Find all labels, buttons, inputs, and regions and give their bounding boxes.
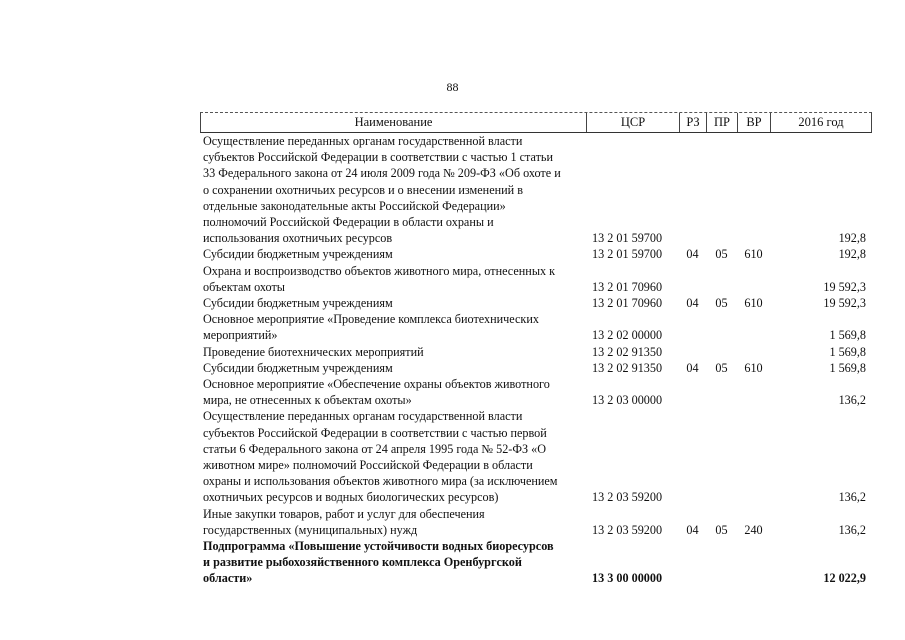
table-body (200, 133, 872, 587)
table-row (200, 295, 872, 311)
row-rz: 04 (686, 360, 699, 375)
table-row (200, 408, 872, 505)
row-csr: 13 2 02 91350 (592, 344, 663, 359)
table-header (200, 112, 872, 133)
row-name-line: о сохранении охотничьих ресурсов и о внесении изменений в (203, 182, 523, 197)
row-amount: 1 569,8 (829, 328, 866, 343)
row-vr: 610 (744, 247, 763, 262)
row-csr: 13 2 01 70960 (592, 279, 663, 294)
row-name (200, 133, 586, 246)
row-name (200, 360, 586, 376)
row-name (200, 311, 586, 343)
row-name-line: Основное мероприятие «Проведение комплекса биотехнических (203, 312, 539, 327)
row-name (200, 538, 586, 587)
row-pr: 05 (715, 296, 728, 311)
row-name-line: мира, не отнесенных к объектам охоты» (203, 393, 412, 408)
row-name-line: государственных (муниципальных) нужд (203, 522, 418, 537)
row-name-line: животном мире» полномочий Российской Федерации в области (203, 458, 533, 473)
header-vr: ВР (738, 113, 771, 132)
budget-table (200, 112, 872, 587)
row-name (200, 376, 586, 408)
row-vr: 610 (744, 296, 763, 311)
row-name-line: Субсидии бюджетным учреждениям (203, 296, 393, 311)
row-pr: 05 (715, 247, 728, 262)
row-amount: 1 569,8 (829, 344, 866, 359)
header-rz: РЗ (680, 113, 707, 132)
table-row (200, 133, 872, 246)
row-name-line: субъектов Российской Федерации в соответствии с частью 1 статьи (203, 150, 554, 165)
row-csr: 13 2 02 91350 (592, 360, 663, 375)
row-name-line: Основное мероприятие «Обеспечение охраны объектов животного (203, 377, 550, 392)
header-pr: ПР (707, 113, 738, 132)
row-amount: 136,2 (838, 490, 866, 505)
row-pr: 05 (715, 360, 728, 375)
table-row (200, 538, 872, 587)
row-amount: 192,8 (838, 231, 866, 246)
row-csr: 13 2 01 70960 (592, 296, 663, 311)
row-rz: 04 (686, 247, 699, 262)
row-vr: 240 (744, 522, 763, 537)
row-pr: 05 (715, 522, 728, 537)
row-name (200, 263, 586, 295)
table-row (200, 263, 872, 295)
row-name-line: использования охотничьих ресурсов (203, 231, 393, 246)
table-row (200, 506, 872, 538)
row-amount: 192,8 (838, 247, 866, 262)
page-number: 88 (446, 80, 459, 94)
row-name-line: Подпрограмма «Повышение устойчивости водных биоресурсов (203, 539, 554, 554)
table-row (200, 246, 872, 262)
header-year: 2016 год (798, 115, 844, 129)
row-csr: 13 2 03 59200 (592, 490, 663, 505)
row-name-line: Проведение биотехнических мероприятий (203, 344, 424, 359)
row-name-line: 33 Федерального закона от 24 июля 2009 года № 209-ФЗ «Об охоте и (203, 166, 561, 181)
table-row (200, 376, 872, 408)
row-name-line: охотничьих ресурсов и водных биологических ресурсов) (203, 490, 499, 505)
row-rz: 04 (686, 296, 699, 311)
row-name (200, 295, 586, 311)
row-name-line: Охрана и воспроизводство объектов животного мира, отнесенных к (203, 263, 556, 278)
row-name-line: мероприятий» (203, 328, 278, 343)
row-csr: 13 2 03 59200 (592, 522, 663, 537)
row-name-line: полномочий Российской Федерации в области охраны и (203, 215, 494, 230)
header-name: Наименование (201, 113, 587, 132)
row-name (200, 246, 586, 262)
row-name-line: Осуществление переданных органам государственной власти (203, 134, 523, 148)
row-name-line: субъектов Российской Федерации в соответствии с частью первой (203, 425, 547, 440)
row-name-line: Осуществление переданных органам государственной власти (203, 409, 523, 424)
row-name-line: Субсидии бюджетным учреждениям (203, 247, 393, 262)
row-amount: 136,2 (838, 522, 866, 537)
row-name-line: и развитие рыбохозяйственного комплекса Оренбургской (203, 555, 522, 570)
row-name-line: Иные закупки товаров, работ и услуг для обеспечения (203, 506, 485, 521)
header-csr: ЦСР (587, 113, 680, 132)
row-name-line: охраны и использования объектов животного мира (за исключением (203, 474, 558, 489)
row-amount: 19 592,3 (823, 296, 866, 311)
row-name (200, 408, 586, 505)
row-amount: 136,2 (838, 393, 866, 408)
row-amount: 19 592,3 (823, 279, 866, 294)
row-name-line: статьи 6 Федерального закона от 24 апреля 1995 года № 52-ФЗ «О (203, 441, 547, 456)
row-name-line: Субсидии бюджетным учреждениям (203, 360, 393, 375)
row-name-line: объектам охоты (203, 279, 285, 294)
row-name-line: отдельные законодательные акты Российской Федерации» (203, 198, 506, 213)
row-vr: 610 (744, 360, 763, 375)
row-amount: 1 569,8 (829, 360, 866, 375)
row-csr: 13 2 02 00000 (592, 328, 663, 343)
row-name-line: области» (203, 571, 253, 586)
row-rz: 04 (686, 522, 699, 537)
row-name (200, 344, 586, 360)
row-csr: 13 2 01 59700 (592, 231, 663, 246)
row-csr: 13 2 01 59700 (592, 247, 663, 262)
row-amount: 12 022,9 (823, 571, 866, 586)
row-name (200, 506, 586, 538)
table-row (200, 344, 872, 360)
table-row (200, 360, 872, 376)
table-row (200, 311, 872, 343)
row-csr: 13 3 00 00000 (592, 571, 663, 586)
row-csr: 13 2 03 00000 (592, 393, 663, 408)
